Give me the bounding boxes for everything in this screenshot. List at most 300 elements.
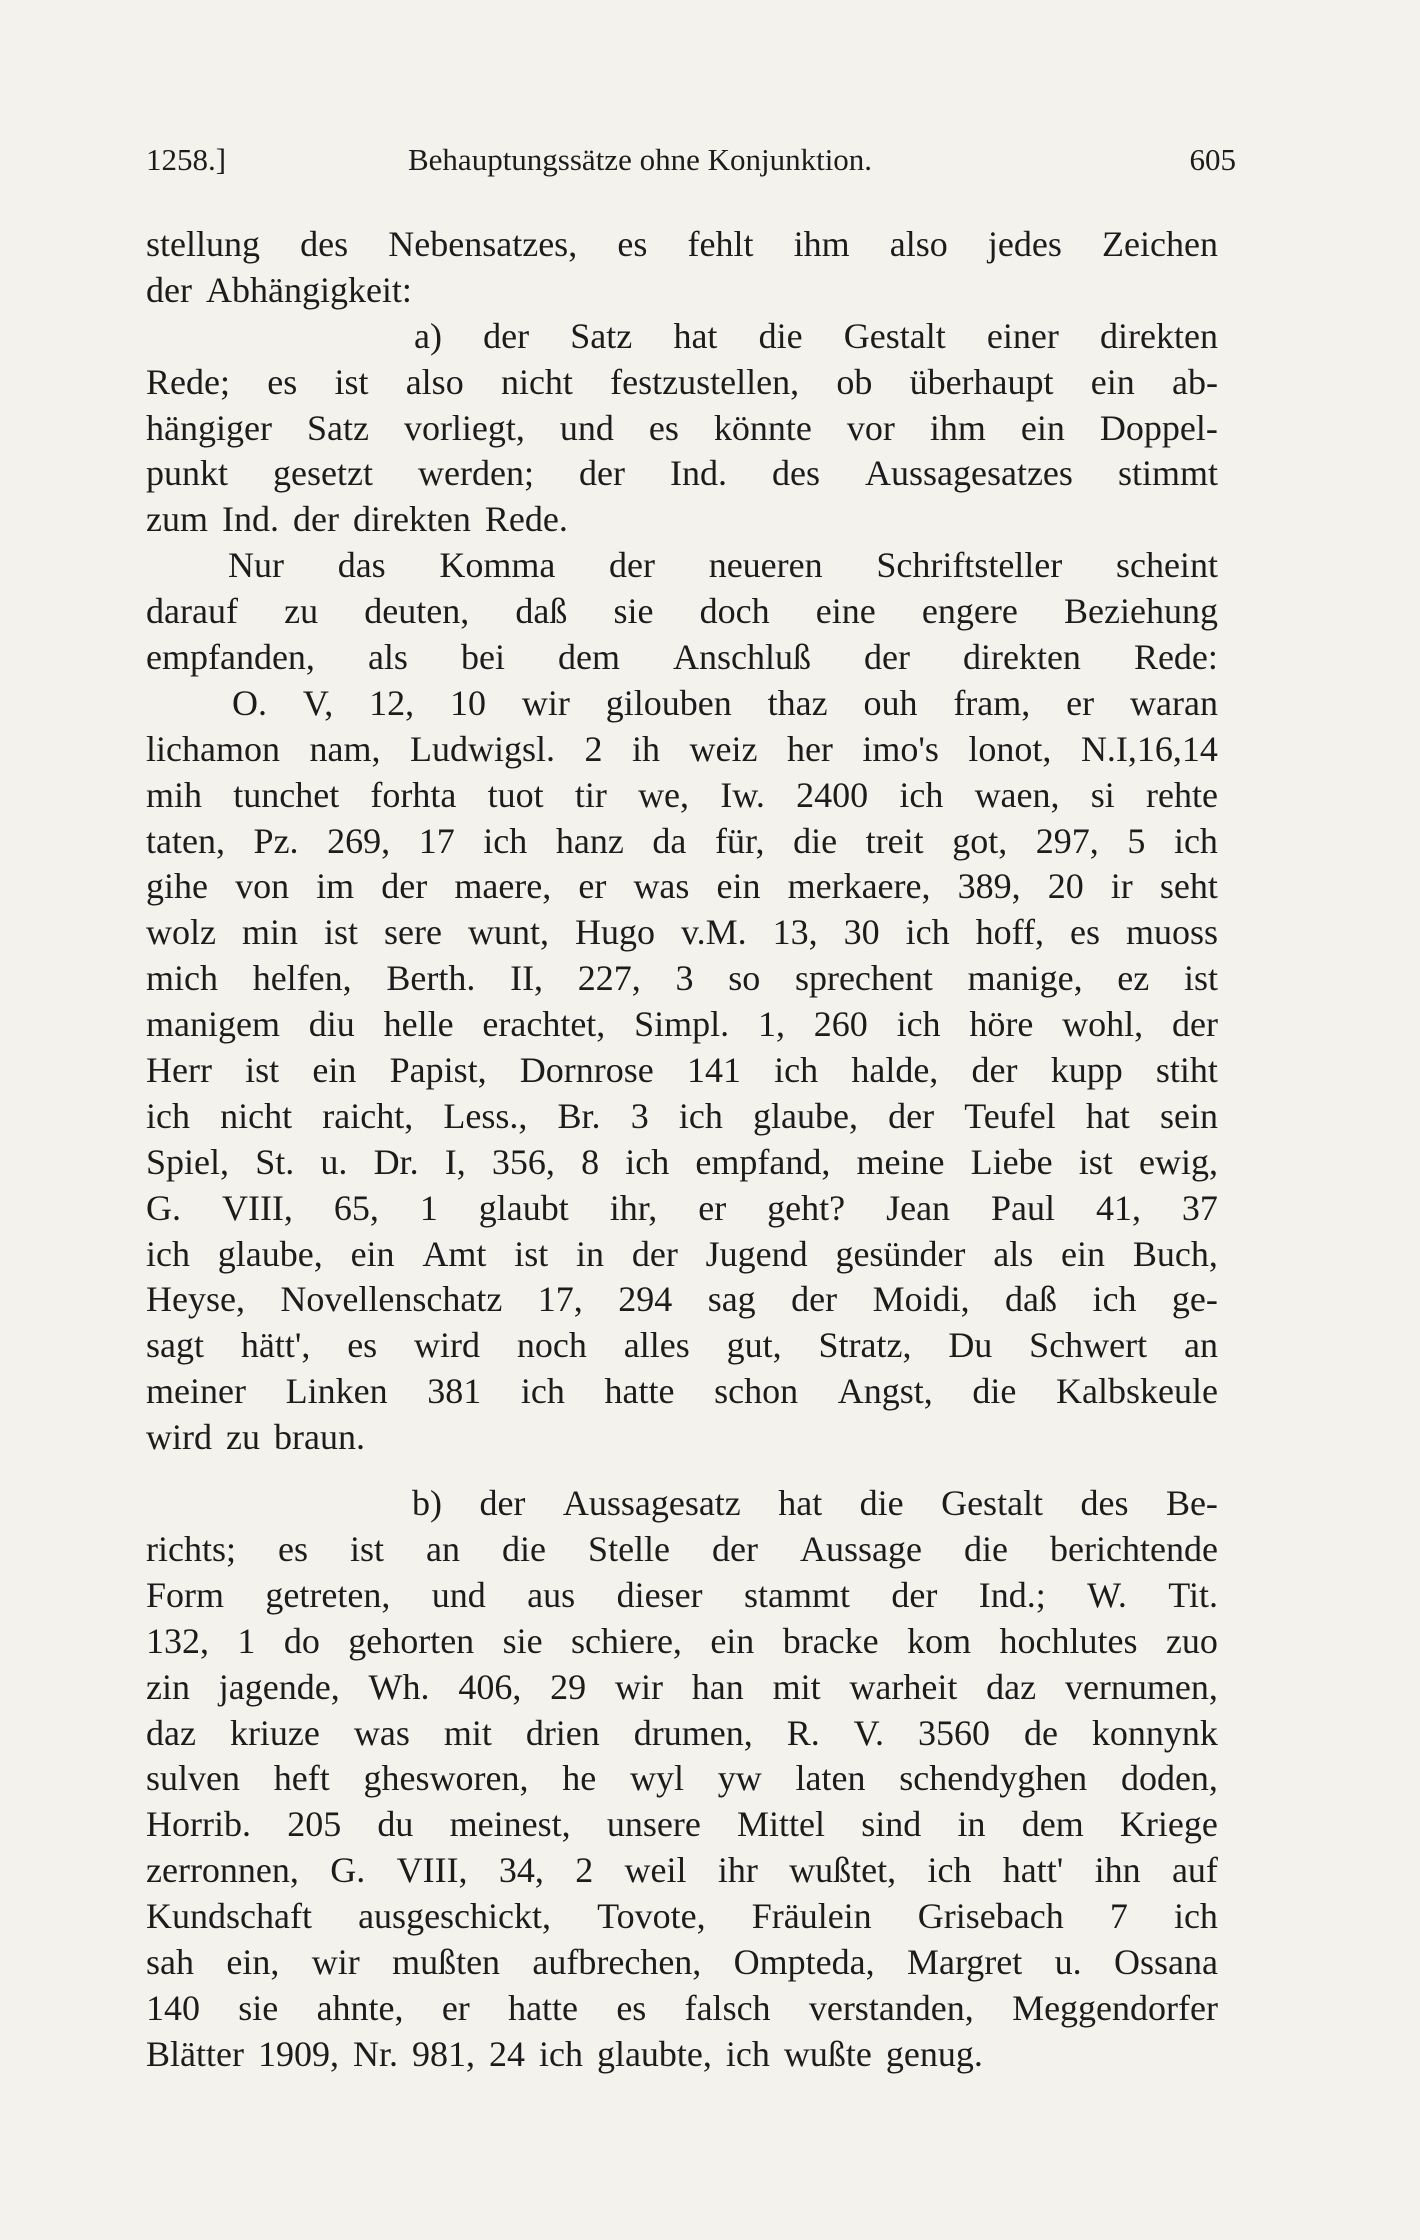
word: Angst, [837, 1371, 933, 1412]
word: alles [623, 1325, 690, 1366]
word: Blätter [146, 2033, 244, 2074]
word: helle [383, 1004, 454, 1045]
text-line [146, 314, 1218, 360]
word: ge- [1171, 1279, 1218, 1320]
word: Be- [1165, 1483, 1218, 1524]
word: hatte [604, 1371, 675, 1412]
word: überhaupt [909, 361, 1054, 402]
running-title: Behauptungssätze ohne Konjunktion. [408, 142, 873, 177]
word: jedes [987, 224, 1062, 264]
word: aus [527, 1574, 576, 1615]
word: Gestalt [941, 1483, 1044, 1524]
word: es [1069, 912, 1100, 953]
word: hat [778, 1483, 823, 1524]
word: der [1171, 1004, 1218, 1045]
word: Novellenschatz [280, 1279, 503, 1320]
word: G. [330, 1850, 366, 1891]
word: genug. [885, 2033, 983, 2074]
word: des [771, 453, 820, 494]
word: des [1080, 1483, 1129, 1524]
text-line [146, 360, 1218, 406]
text-line [146, 1232, 1218, 1278]
text-line [146, 406, 1218, 452]
word: ihm [793, 224, 850, 264]
word: meine [856, 1141, 945, 1182]
word: R. [786, 1712, 820, 1753]
word: ich [905, 912, 950, 953]
word: vorliegt, [403, 407, 525, 448]
word: a) [414, 315, 442, 356]
text-line [146, 2032, 1218, 2078]
word: Fräulein [751, 1896, 872, 1937]
word: ihn [1094, 1850, 1141, 1891]
word: ez [1117, 958, 1150, 999]
word: darauf [146, 591, 238, 632]
word: geht? [767, 1187, 846, 1228]
word: daß [515, 591, 568, 632]
word: der [712, 1528, 759, 1569]
word: deuten, [364, 591, 470, 632]
word: noch [516, 1325, 587, 1366]
word: Heyse, [146, 1279, 245, 1320]
word: weil [624, 1850, 687, 1891]
word: ist [324, 912, 359, 953]
word: rehte [1145, 774, 1218, 815]
word: Less., [443, 1095, 528, 1136]
word: empfanden, [146, 637, 315, 678]
word: der [888, 1095, 935, 1136]
word: nam, [309, 728, 381, 769]
word: Aussagesatz [562, 1483, 741, 1524]
word: an [426, 1528, 461, 1569]
word: 17 [418, 820, 455, 861]
word: wir [311, 1941, 360, 1982]
word: gilouben [605, 682, 732, 723]
word: tuot [487, 774, 544, 815]
word: Margret [906, 1941, 1023, 1982]
word: glaubt [478, 1187, 569, 1228]
word: ist [334, 361, 369, 402]
word: Ind. [221, 499, 279, 540]
word: ein, [226, 1941, 280, 1982]
word: dem [1021, 1804, 1084, 1845]
word: Herr [146, 1050, 212, 1091]
word: wyl [629, 1758, 684, 1799]
word: er [441, 1987, 470, 2028]
word: könnte [713, 407, 812, 448]
word: 1 [419, 1187, 438, 1228]
word: gehorten [348, 1620, 475, 1661]
word: direkten [962, 637, 1081, 678]
word: sind [861, 1804, 922, 1845]
word: N.I,16,14 [1080, 728, 1218, 769]
word: wir [614, 1666, 663, 1707]
word: glaubte, [596, 2033, 712, 2074]
word: Stratz, [818, 1325, 912, 1366]
text-line [146, 1848, 1218, 1894]
word: direkten [1100, 315, 1218, 356]
word: stimmt [1117, 453, 1218, 494]
word: b) [412, 1483, 442, 1524]
word: we, [638, 774, 690, 815]
word: thaz [767, 682, 828, 723]
word: mit [772, 1666, 821, 1707]
word: Nr. [352, 2033, 398, 2074]
word: und [559, 407, 614, 448]
word: ein [1061, 1233, 1106, 1274]
word: ich [625, 1141, 670, 1182]
word: Moidi, [872, 1279, 970, 1320]
word: 2 [575, 1850, 594, 1891]
word: zu [284, 591, 319, 632]
word: dieser [616, 1574, 703, 1615]
word: da [652, 820, 687, 861]
word: 389, [957, 866, 1021, 907]
word: ist [350, 1528, 385, 1569]
text-line [146, 864, 1218, 910]
word: 37 [1181, 1187, 1218, 1228]
word: Linken [285, 1371, 388, 1412]
word: Iw. [720, 774, 765, 815]
word: sie [613, 591, 654, 632]
word: bei [460, 637, 505, 678]
word: merkaere, [787, 866, 931, 907]
word: meinest, [449, 1804, 571, 1845]
word: gihe [146, 866, 208, 907]
word: als [993, 1233, 1034, 1274]
word: unsere [606, 1804, 701, 1845]
word: Ompteda, [733, 1941, 875, 1982]
word: neueren [708, 545, 823, 586]
text-line [146, 1802, 1218, 1848]
word: Ind.; [978, 1574, 1046, 1615]
word: u. [320, 1141, 348, 1182]
text-line [146, 1186, 1218, 1232]
word: es [278, 1528, 308, 1569]
word: V, [302, 682, 334, 723]
word: 269, [327, 820, 391, 861]
word: ich [483, 820, 528, 861]
word: für, [714, 820, 765, 861]
word: kom [907, 1620, 972, 1661]
word: der [609, 545, 656, 586]
text-line [146, 1711, 1218, 1757]
word: 205 [287, 1804, 342, 1845]
word: u. [1054, 1941, 1082, 1982]
word: sere [384, 912, 442, 953]
word: daz [986, 1666, 1037, 1707]
word: 297, [1035, 820, 1099, 861]
word: 29 [550, 1666, 587, 1707]
word: ein [710, 1620, 755, 1661]
word: hätt', [240, 1325, 311, 1366]
word: Ludwigsl. [409, 728, 555, 769]
word: Rede: [1133, 637, 1218, 678]
word: daz [146, 1712, 196, 1753]
word: v.M. [680, 912, 747, 953]
word: 12, [369, 682, 415, 723]
word: die [793, 820, 838, 861]
word: sein [1160, 1095, 1218, 1136]
word: gut, [726, 1325, 782, 1366]
word: hanz [555, 820, 624, 861]
word: braun. [273, 1417, 365, 1458]
word: Jugend [705, 1233, 808, 1274]
word: was [633, 866, 690, 907]
word: wußte [783, 2033, 872, 2074]
word: der [791, 1279, 838, 1320]
word: sah [146, 1941, 194, 1982]
word: der [479, 1483, 526, 1524]
word: Liebe [970, 1141, 1053, 1182]
word: Anschluß [672, 637, 811, 678]
word: wird [414, 1325, 481, 1366]
word: Abhängigkeit: [205, 269, 412, 310]
word: hat [1085, 1095, 1130, 1136]
word: taten, [146, 820, 225, 861]
word: seht [1159, 866, 1218, 907]
word: eine [815, 591, 876, 632]
word: ich [774, 1050, 819, 1091]
text-line [146, 497, 1218, 543]
word: gesetzt [273, 453, 373, 494]
word: gesünder [835, 1233, 966, 1274]
word: sagt [146, 1325, 204, 1366]
word: Br. [557, 1095, 601, 1136]
word: tunchet [233, 774, 340, 815]
word: ist [245, 1050, 280, 1091]
word: empfand, [695, 1141, 831, 1182]
word: W. [1087, 1574, 1127, 1615]
word: Grisebach [917, 1896, 1064, 1937]
word: mich [146, 958, 218, 999]
word: Du [948, 1325, 993, 1366]
word: Gestalt [843, 315, 946, 356]
word: 132, [146, 1620, 209, 1661]
word: ab- [1171, 361, 1218, 402]
word: der [631, 1233, 678, 1274]
word: zerronnen, [146, 1850, 299, 1891]
word: St. [255, 1141, 295, 1182]
word: werden; [418, 453, 534, 494]
word: es [616, 1987, 647, 2028]
paragraph-gap [146, 1461, 1218, 1481]
word: Satz [570, 315, 633, 356]
word: Rede. [484, 499, 568, 540]
word: Rede; [146, 361, 230, 402]
word: han [691, 1666, 744, 1707]
word: mußten [392, 1941, 501, 1982]
word: Jean [886, 1187, 951, 1228]
word: dem [557, 637, 620, 678]
word: 34, [498, 1850, 544, 1891]
text-line [146, 451, 1218, 497]
word: ouh [863, 682, 918, 723]
word: meiner [146, 1371, 246, 1412]
word: ich [146, 1233, 190, 1274]
word: II, [510, 958, 544, 999]
word: es [267, 361, 298, 402]
word: auf [1171, 1850, 1218, 1891]
word: 1, [757, 1004, 785, 1045]
word: ausgeschickt, [358, 1896, 552, 1937]
word: Kriege [1119, 1804, 1218, 1845]
word: Amt [422, 1233, 487, 1274]
word: stammt [743, 1574, 850, 1615]
word: ahnte, [316, 1987, 404, 2028]
word: drien [525, 1712, 600, 1753]
word: he [562, 1758, 597, 1799]
text-line [146, 1094, 1218, 1140]
word: Form [146, 1574, 225, 1615]
word: der [863, 637, 910, 678]
word: direkten [352, 499, 471, 540]
word: mih [146, 774, 203, 815]
word: schendyghen [899, 1758, 1088, 1799]
word: zuo [1165, 1620, 1218, 1661]
text-line [146, 773, 1218, 819]
word: Paul [991, 1187, 1056, 1228]
word: er [578, 866, 607, 907]
word: lonot, [968, 728, 1052, 769]
word: der [381, 866, 428, 907]
word: und [431, 1574, 486, 1615]
word: manigem [146, 1004, 280, 1045]
word: fram, [953, 682, 1031, 723]
text-line [146, 1756, 1218, 1802]
word: ich [678, 1095, 723, 1136]
word: Nebensatzes, [388, 224, 578, 264]
word: mit [443, 1712, 492, 1753]
word: wunt, [467, 912, 549, 953]
word: 141 [686, 1050, 741, 1091]
word: 24 [488, 2033, 525, 2074]
text-line [146, 1481, 1218, 1527]
word: höre [969, 1004, 1034, 1045]
text-line [146, 1940, 1218, 1986]
word: hoff, [975, 912, 1044, 953]
word: von [235, 866, 290, 907]
word: Ossana [1114, 1941, 1218, 1982]
word: des [300, 224, 349, 264]
word: helfen, [252, 958, 352, 999]
word: im [316, 866, 355, 907]
word: ist [1078, 1141, 1113, 1182]
running-head [146, 138, 1236, 182]
word: Spiel, [146, 1141, 230, 1182]
word: aufbrechen, [532, 1941, 702, 1982]
word: heft [273, 1758, 330, 1799]
word: Tovote, [597, 1896, 706, 1937]
word: ewig, [1138, 1141, 1218, 1182]
word: treit [865, 820, 924, 861]
word: schiere, [570, 1620, 682, 1661]
word: nicht [220, 1095, 293, 1136]
word: zin [146, 1666, 190, 1707]
word: kupp [1050, 1050, 1123, 1091]
text-line [146, 1986, 1218, 2032]
word: VIII, [221, 1187, 293, 1228]
text-line [146, 910, 1218, 956]
word: 3 [675, 958, 694, 999]
word: diu [308, 1004, 355, 1045]
word: waen, [974, 774, 1060, 815]
word: raicht, [322, 1095, 414, 1136]
word: 10 [449, 682, 486, 723]
word: yw [717, 1758, 762, 1799]
word: jagende, [218, 1666, 340, 1707]
word: 1909, [257, 2033, 339, 2074]
word: 3560 [918, 1712, 990, 1753]
word: ihr [717, 1850, 758, 1891]
word: ein [716, 866, 761, 907]
word: in [576, 1233, 605, 1274]
word: verstanden, [808, 1987, 974, 2028]
word: sulven [146, 1758, 240, 1799]
word: 30 [843, 912, 880, 953]
word: konnynk [1091, 1712, 1218, 1753]
word: berichtende [1050, 1528, 1218, 1569]
word: 294 [618, 1279, 673, 1320]
word: forhta [370, 774, 457, 815]
word: ich [1092, 1279, 1137, 1320]
word: de [1023, 1712, 1058, 1753]
word: bracke [782, 1620, 879, 1661]
word: lichamon [146, 728, 280, 769]
word: 227, [577, 958, 641, 999]
text-line [146, 635, 1218, 681]
word: 3 [630, 1095, 649, 1136]
word: es [617, 224, 648, 264]
word: 381 [427, 1371, 482, 1412]
word: 13, [772, 912, 818, 953]
word: VIII, [396, 1850, 468, 1891]
word: 260 [813, 1004, 868, 1045]
word: ich [1173, 820, 1218, 861]
word: Papist, [389, 1050, 487, 1091]
word: Aussage [800, 1528, 923, 1569]
word: ich [538, 2033, 583, 2074]
word: als [367, 637, 408, 678]
word: einer [986, 315, 1059, 356]
word: wußtet, [789, 1850, 897, 1891]
text-line [146, 1369, 1218, 1415]
word: ir [1110, 866, 1133, 907]
word: Satz [306, 407, 369, 448]
word: 356, [491, 1141, 555, 1182]
word: 65, [333, 1187, 379, 1228]
word: hochlutes [999, 1620, 1138, 1661]
word: warheit [849, 1666, 958, 1707]
word: imo's [862, 728, 939, 769]
word: also [889, 224, 948, 264]
word: schon [714, 1371, 799, 1412]
word: falsch [684, 1987, 771, 2028]
word: weiz [689, 728, 758, 769]
body-text [146, 222, 1218, 2078]
text-line [146, 1323, 1218, 1369]
text-line [146, 1277, 1218, 1323]
word: also [405, 361, 464, 402]
word: es [648, 407, 679, 448]
word: fehlt [687, 224, 754, 264]
word: Komma [439, 545, 556, 586]
word: der [891, 1574, 938, 1615]
word: stiht [1155, 1050, 1218, 1091]
word: laten [795, 1758, 866, 1799]
text-line [146, 681, 1218, 727]
word: glaube, [753, 1095, 858, 1136]
